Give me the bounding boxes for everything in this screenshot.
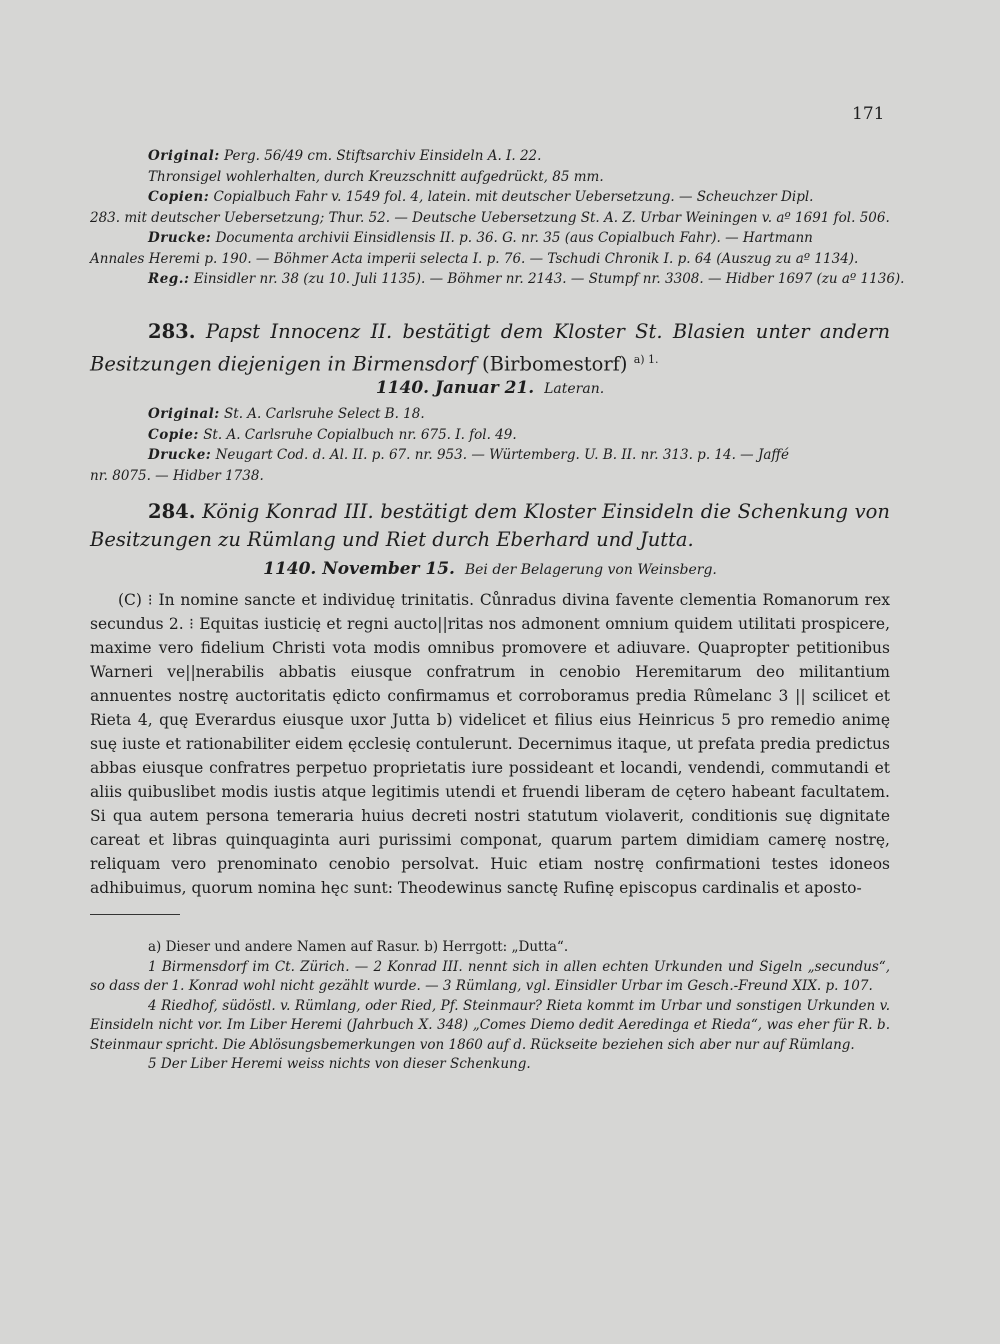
doc-283-number: 283. [148, 320, 196, 343]
doc-283-prints-text: Neugart Cod. d. Al. II. p. 67. nr. 953. — Würtemberg. U. B. II. nr. 313. p. 14. — Jaffé [215, 447, 789, 463]
doc-282-regesta-label: Reg.: [148, 271, 190, 287]
doc-282-prints-label: Drucke: [148, 230, 212, 246]
doc-284-heading [90, 498, 890, 554]
doc-283-copy-label: Copie: [148, 426, 199, 443]
doc-283-apparatus [90, 404, 890, 486]
doc-283-dateline [90, 376, 890, 401]
footnote-1-3: 1 Birmensdorf im Ct. Zürich. — 2 Konrad III. nennt sich in allen echten Urkunden und Sigeln „secundus“, so dass der 1. Konrad wohl nicht gezählt wurde. — 3 Rümlang, vgl. Einsidler Urbar im Gesch.-Freund XIX. p. 107. [90, 958, 890, 994]
doc-282-original-label: Original: [148, 148, 220, 164]
doc-283-title-upright: (Birbomestorf) [482, 352, 628, 376]
doc-284-date: 1140. November 15. [263, 559, 455, 579]
doc-283-copy-line [90, 425, 890, 446]
doc-282-copies-label: Copien: [148, 189, 210, 205]
doc-284-place: Bei der Belagerung von Weinsberg. [464, 562, 717, 578]
doc-282-prints-line-2: Annales Heremi p. 190. — Böhmer Acta imperii selecta I. p. 76. — Tschudi Chronik I. p. 64 (Auszug zu aº 1134). [90, 250, 859, 267]
doc-282-copies-line [90, 187, 890, 208]
doc-282-prints-text: Documenta archivii Einsidlensis II. p. 36. G. nr. 35 (aus Copialbuch Fahr). — Hartmann [215, 230, 813, 246]
doc-282-regesta-line [90, 269, 905, 290]
footnote-5: 5 Der Liber Heremi weiss nichts von dieser Schenkung. [148, 1056, 531, 1072]
doc-283-title: Papst Innocenz II. bestätigt dem Kloster St. Blasien unter andern Besitzungen diejenigen in Birmensdorf [90, 320, 890, 376]
doc-282-seal-line: Thronsigel wohlerhalten, durch Kreuzschnitt aufgedrückt, 85 mm. [148, 168, 604, 185]
doc-283-original-text: St. A. Carlsruhe Select B. 18. [224, 406, 425, 422]
doc-284-number: 284. [148, 500, 196, 523]
doc-283-title-notes: a) 1. [633, 353, 659, 366]
doc-283-place: Lateran. [544, 381, 605, 397]
doc-284-title: König Konrad III. bestätigt dem Kloster Einsideln die Schenkung von Besitzungen zu Rümlang und Riet durch Eberhard und Jutta. [90, 500, 890, 551]
doc-282-copies-line-2: 283. mit deutscher Uebersetzung; Thur. 52. — Deutsche Uebersetzung St. A. Z. Urbar Weiningen v. aº 1691 fol. 506. [90, 209, 890, 226]
doc-284-charter-text: (C) ⁝ In nomine sancte et individuę trinitatis. Cůnradus divina favente clementia Romanorum rex secundus 2. ⁝ Equitas iusticię et regni aucto||ritas nos admonent omnium quidem utilitati prospicere, maxime vero fidelium Christi vota modis omnibus promovere et adiuvare. Quapropter petitionibus Warneri ve||nerabilis abbatis eiusque confratrum in cenobio Heremitarum deo militantium annuentes nostrę auctoritatis ędicto confirmamus et corroboramus predia Rûmelanc 3 || scilicet et Rieta 4, quę Everardus eiusque uxor Jutta b) videlicet et filius eius Heinricus 5 pro remedio animę suę iuste et rationabiliter eidem ęcclesię contulerunt. Decernimus itaque, ut prefata predia predictus abbas eiusque confratres perpetuo proprietatis iure possideant et locandi, vendendi, commutandi et aliis quibuslibet modis iustis atque legitimis utendi et fruendi liberam de cętero habeant facultatem. Si qua autem persona temeraria huius decreti nostri statutum violaverit, conditionis suę dignitate careat et libras quinquaginta auri purissimi componat, quarum partem dimidiam camerę nostrę, reliquam vero prenominato cenobio persolvat. Huic etiam nostrę confirmationi testes idoneos adhibuimus, quorum nomina hęc sunt: Theodewinus sanctę Rufinę episcopus cardinalis et aposto- [90, 591, 890, 897]
doc-282-prints-line [90, 228, 890, 249]
footnote-4: 4 Riedhof, südöstl. v. Rümlang, oder Ried, Pf. Steinmaur? Rieta kommt im Urbar und sonstigen Urkunden v. Einsideln nicht vor. Im Liber Heremi (Jahrbuch X. 348) „Comes Diemo dedit Aeredinga et Rieda“, was eher für R. b. Steinmaur spricht. Die Ablösungsbemerkungen von 1860 auf d. Rückseite beziehen sich aber nur auf Rümlang. [90, 997, 890, 1053]
footnote-textual: a) Dieser und andere Namen auf Rasur. b) Herrgott: „Dutta“. [148, 939, 569, 955]
doc-282-original-text: Perg. 56/49 cm. Stiftsarchiv Einsideln A. I. 22. [224, 148, 542, 164]
page-number: 171 [852, 104, 885, 124]
doc-282-regesta-text: Einsidler nr. 38 (zu 10. Juli 1135). — Böhmer nr. 2143. — Stumpf nr. 3308. — Hidber 1697 (zu aº 1136). [193, 271, 905, 287]
doc-283-prints-label: Drucke: [148, 447, 212, 463]
doc-284-dateline [90, 557, 890, 582]
doc-283-original-line [90, 404, 890, 425]
doc-283-prints-line-2: nr. 8075. — Hidber 1738. [90, 467, 264, 484]
doc-283-date: 1140. Januar 21. [375, 378, 535, 398]
footnotes [90, 938, 890, 1075]
doc-283-original-label: Original: [148, 406, 220, 422]
doc-282-original-line [90, 146, 890, 167]
doc-282-copies-text: Copialbuch Fahr v. 1549 fol. 4, latein. mit deutscher Uebersetzung. — Scheuchzer Dipl. [213, 189, 814, 205]
doc-283-prints-line [90, 445, 890, 466]
doc-282-apparatus [90, 146, 905, 290]
doc-283-copy-text: St. A. Carlsruhe Copialbuch nr. 675. I. fol. 49. [203, 426, 517, 443]
footnote-separator [90, 914, 180, 915]
doc-283-heading [90, 318, 890, 379]
